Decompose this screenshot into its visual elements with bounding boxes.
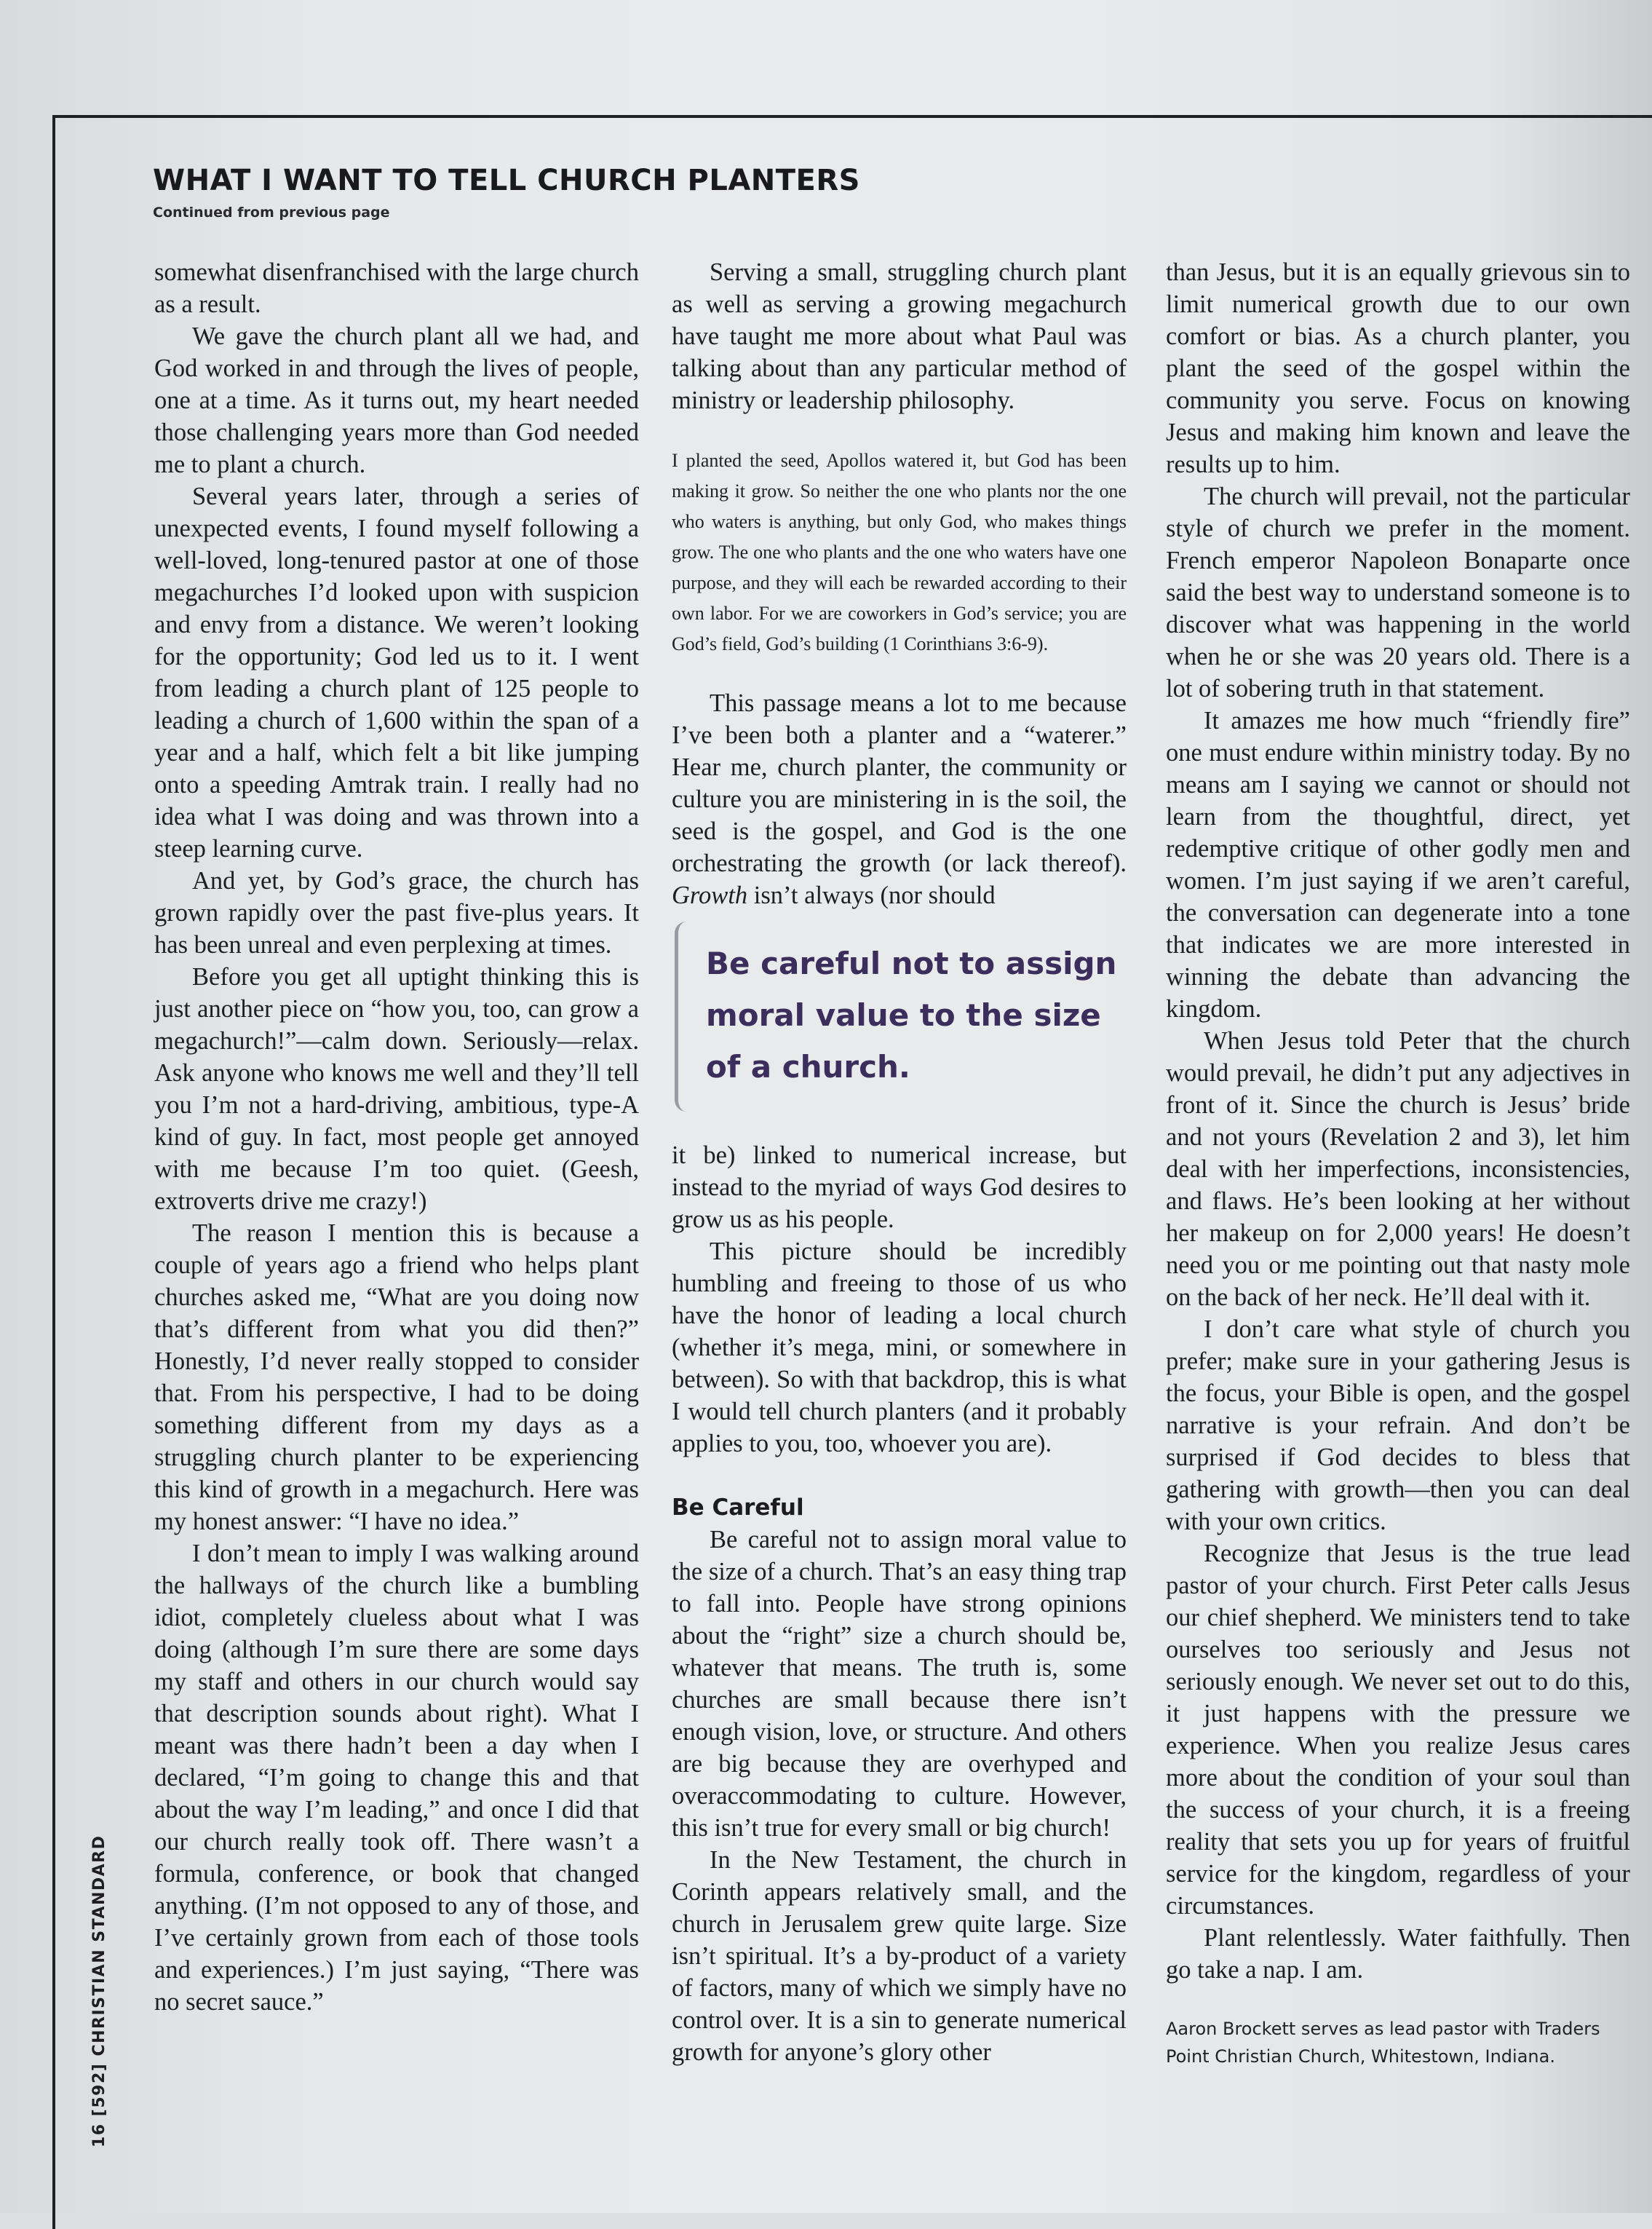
pull-quote-line: of a church. bbox=[706, 1049, 910, 1085]
paragraph: Several years later, through a series of unexpected events, I found myself following a well-loved, long-tenured pastor at one of those megachurches I’d looked upon with suspicion and envy from a distance. We weren’t looking for the opportunity; God led us to it. I went from leading a church plant of 125 people to leading a church of 1,600 within the span of a year and a half, which felt a bit like jumping onto a speeding Amtrak train. I really had no idea what I was doing and was thrown into a steep learning curve. bbox=[154, 483, 639, 863]
emphasis-word: Growth bbox=[672, 882, 748, 909]
paragraph: The church will prevail, not the particular style of church we prefer in the moment. French emperor Napoleon Bonaparte once said the best way to understand someone is to discover what was happening in the world when he or she was 20 years old. There is a lot of sobering truth in that statement. bbox=[1166, 483, 1630, 702]
scripture-quote: I planted the seed, Apollos watered it, but God has been making it grow. So neither the one who plants nor the one who waters is anything, but only God, who makes things grow. The one who plants and the one who waters have one purpose, and they will each be rewarded according to their own labor. For we are coworkers in God’s service; you are God’s field, God’s building (1 Corinthians 3:6-9). bbox=[672, 450, 1127, 654]
paragraph: than Jesus, but it is an equally grievous sin to limit numerical growth due to our own comfort or bias. As a church planter, you plant the seed of the gospel within the community you serve. Focus on knowing Jesus and making him known and leave the results up to him. bbox=[1166, 258, 1630, 478]
paragraph: Before you get all uptight thinking this is just another piece on “how you, too, can grow a megachurch!”—calm down. Seriously—relax. Ask anyone who knows me well and they’ll tell you I’m not a hard-driving, ambitious, type-A kind of guy. In fact, most people get annoyed with me because I’m too quiet. (Geesh, extroverts drive me crazy!) bbox=[154, 963, 639, 1215]
paragraph: Recognize that Jesus is the true lead pastor of your church. First Peter calls Jesus our chief shepherd. We ministers tend to take ourselves too seriously and Jesus not seriously enough. We never set out to do this, it just happens with the pressure we experience. When you realize Jesus cares more about the condition of your soul than the success of your church, it is a freeing reality that sets you up for years of fruitful service for the kingdom, regardless of your circumstances. bbox=[1166, 1540, 1630, 1920]
column-1 bbox=[154, 256, 639, 2018]
pull-quote-line: moral value to the size bbox=[706, 997, 1101, 1033]
paragraph: In the New Testament, the church in Corinth appears relatively small, and the church in Jerusalem grew quite large. Size isn’t spiritual. It’s a by-product of a variety of factors, many of which we simply have no control over. It is a sin to generate numerical growth for anyone’s glory other bbox=[672, 1846, 1127, 2066]
article-header bbox=[153, 164, 860, 221]
paragraph: It amazes me how much “friendly fire” one must endure within ministry today. By no means am I saying we cannot or should not learn from the thoughtful, direct, yet redemptive critique of other godly men and women. I’m just saying if we aren’t careful, the conversation can degenerate into a tone that indicates we are more interested in winning the debate than advancing the kingdom. bbox=[1166, 707, 1630, 1023]
pull-quote bbox=[675, 922, 1127, 1112]
paragraph: somewhat disenfranchised with the large church as a result. bbox=[154, 258, 639, 318]
pull-quote-line: Be careful not to assign bbox=[706, 946, 1117, 981]
paragraph: Be careful not to assign moral value to the size of a church. That’s an easy thing trap to fall into. People have strong opinions about the “right” size a church should be, whatever that means. The truth is, some churches are small because there isn’t enough vision, love, or structure. And others are big because they are overhyped and overaccommodating to culture. However, this isn’t true for every small or big church! bbox=[672, 1526, 1127, 1842]
paragraph: The reason I mention this is because a couple of years ago a friend who helps plant churches asked me, “What are you doing now that’s different from what you did then?” Honestly, I’d never really stopped to consider that. From his perspective, I had to be doing something different from my days as a struggling church planter to be experiencing this kind of growth in a megachurch. Here was my honest answer: “I have no idea.” bbox=[154, 1219, 639, 1535]
paragraph: This picture should be incredibly humbling and freeing to those of us who have the honor of leading a local church (whether it’s mega, mini, or somewhere in between). So with that backdrop, this is what I would tell church planters (and it probably applies to you, too, whoever you are). bbox=[672, 1238, 1127, 1457]
paragraph: I don’t mean to imply I was walking around the hallways of the church like a bumbling idiot, completely clueless about what I was doing (although I’m sure there are some days my staff and others in our church would say that description sounds about right). What I meant was there hadn’t been a day when I declared, “I’m going to change this and that about the way I’m leading,” and once I did that our church really took off. There wasn’t a formula, conference, or book that changed anything. (I’m not opposed to any of those, and I’ve certainly grown from each of those tools and experiences.) I’m just saying, “There was no secret sauce.” bbox=[154, 1540, 639, 2016]
paragraph-text: This passage means a lot to me because I’ve been both a planter and a “waterer.” Hear me, church planter, the community or culture you are ministering in is the soil, the seed is the gospel, and God is the one orchestrating the growth (or lack thereof). bbox=[672, 689, 1127, 877]
paragraph: And yet, by God’s grace, the church has grown rapidly over the past five-plus years. It has been unreal and even perplexing at times. bbox=[154, 867, 639, 959]
page-folio: 16 [592] CHRISTIAN STANDARD bbox=[90, 1834, 108, 2147]
author-bio: Aaron Brockett serves as lead pastor with Traders Point Christian Church, Whitestown, Indiana. bbox=[1166, 2019, 1600, 2067]
continued-note: Continued from previous page bbox=[153, 205, 390, 221]
paragraph: Serving a small, struggling church plant as well as serving a growing megachurch have taught me more about what Paul was talking about than any particular method of ministry or leadership philosophy. bbox=[672, 258, 1127, 414]
paragraph: When Jesus told Peter that the church would prevail, he didn’t put any adjectives in front of it. Since the church is Jesus’ bride and not yours (Revelation 2 and 3), let him deal with her imperfections, inconsistencies, and flaws. He’s been looking at her without her makeup on for 2,000 years! He doesn’t need you or me pointing out that nasty mole on the back of her neck. He’ll deal with it. bbox=[1166, 1027, 1630, 1311]
paragraph: We gave the church plant all we had, and God worked in and through the lives of people, one at a time. As it turns out, my heart needed those challenging years more than God needed me to plant a church. bbox=[154, 322, 639, 478]
column-3 bbox=[1166, 256, 1630, 2070]
section-subhead: Be Careful bbox=[672, 1494, 804, 1521]
paragraph: it be) linked to numerical increase, but instead to the myriad of ways God desires to grow us as his people. bbox=[672, 1141, 1127, 1233]
paragraph bbox=[672, 687, 1127, 911]
paragraph: Plant relentlessly. Water faithfully. Then go take a nap. I am. bbox=[1166, 1924, 1630, 1984]
paragraph-text: isn’t always (nor should bbox=[747, 882, 996, 909]
paragraph: I don’t care what style of church you prefer; make sure in your gathering Jesus is the focus, your Bible is open, and the gospel narrative is your refrain. And don’t be surprised if God decides to bless that gathering with growth—then you can deal with your own critics. bbox=[1166, 1315, 1630, 1535]
column-2 bbox=[672, 256, 1127, 2068]
article-title: WHAT I WANT TO TELL CHURCH PLANTERS bbox=[153, 164, 860, 197]
